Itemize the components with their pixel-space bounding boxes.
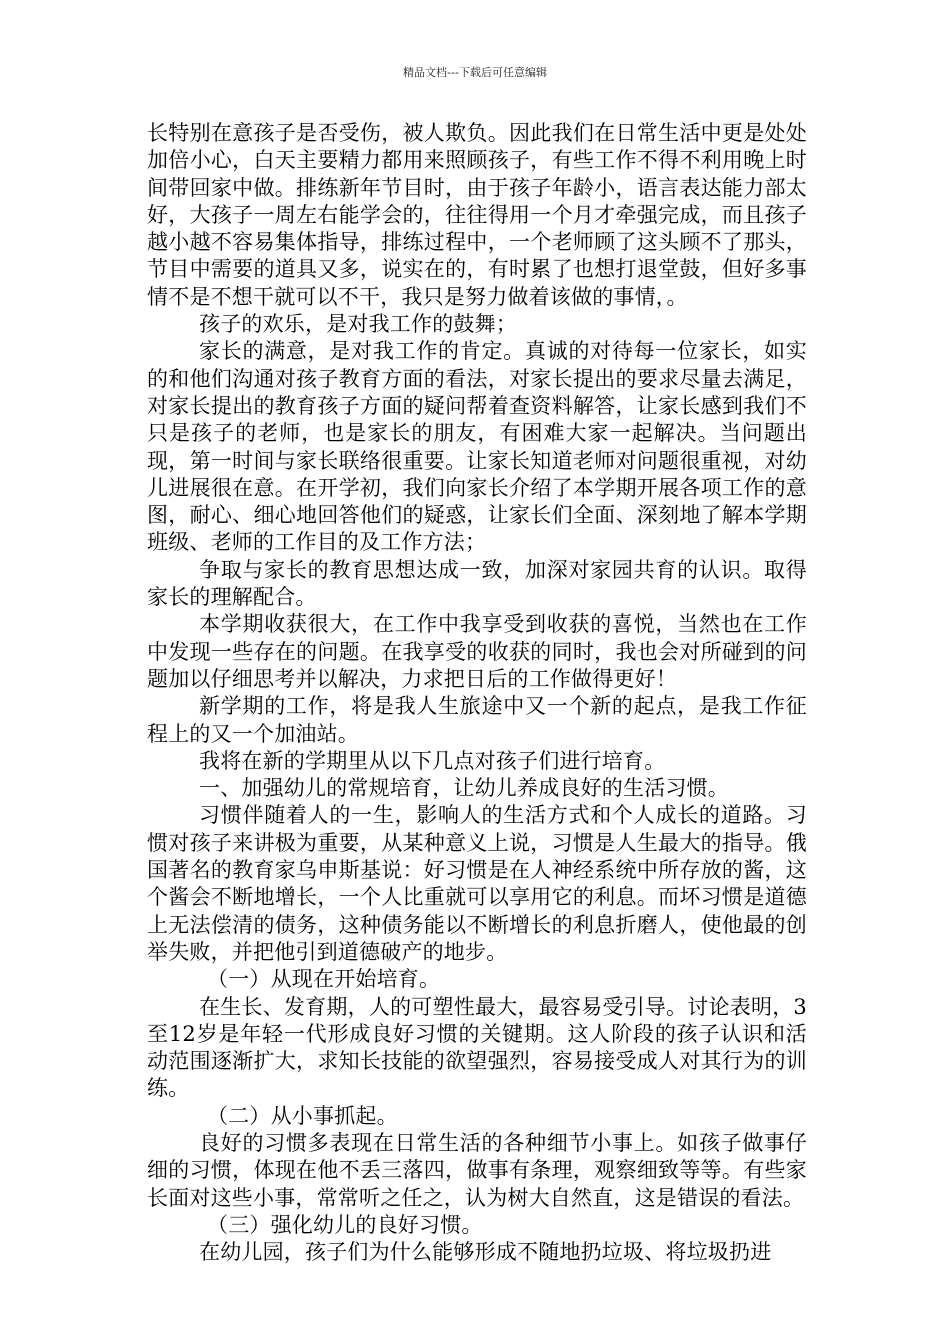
paragraph: 习惯伴随着人的一生，影响人的生活方式和个人成长的道路。习惯对孩子来讲极为重要，从某种意义上说，习惯是人生最大的指导。俄国著名的教育家乌申斯基说：好习惯是在人神经系统中所存放的酱，这个酱会不断地增长，一个人比重就可以享用它的利息。而坏习惯是道德上无法偿清的债务，这种债务能以不断增长的利息折磨人，使他最的创举失败，并把他引到道德破产的地步。 [147, 803, 807, 964]
paragraph: 孩子的欢乐，是对我工作的鼓舞； [199, 312, 517, 337]
paragraph: 在幼儿园，孩子们为什么能够形成不随地扔垃圾、将垃圾扔进 [199, 1240, 772, 1265]
subsection-heading: （二）从小事抓起。 [207, 1103, 398, 1128]
subsection-heading: （一）从现在开始培育。 [207, 967, 441, 992]
paragraph: 新学期的工作，将是我人生旅途中又一个新的起点，是我工作征程上的又一个加油站。 [147, 694, 807, 746]
section-heading: 一、加强幼儿的常规培育，让幼儿养成良好的生活习惯。 [199, 776, 729, 801]
paragraph: 争取与家长的教育思想达成一致，加深对家园共育的认识。取得家长的理解配合。 [147, 557, 807, 610]
page-header: 精品文档---下载后可任意编辑 [403, 66, 547, 79]
paragraph: 在生长、发育期，人的可塑性最大，最容易受引导。讨论表明，3至12岁是年轻一代形成良好习惯的关键期。这人阶段的孩子认识和活动范围逐渐扩大，求知长技能的欲望强烈，容易接受成人对其行为的训练。 [147, 994, 807, 1101]
paragraph: 我将在新的学期里从以下几点对孩子们进行培育。 [199, 748, 666, 773]
paragraph-continued: 长特别在意孩子是否受伤，被人欺负。因此我们在日常生活中更是处处加倍小心，白天主要精力都用来照顾孩子，有些工作不得不利用晚上时间带回家中做。排练新年节目时，由于孩子年龄小，语言表达能力部太好，大孩子一周左右能学会的，往往得用一个月才牵强完成，而且孩子越小越不容易集体指导，排练过程中，一个老师顾了这头顾不了那头，节目中需要的道具又多，说实在的，有时累了也想打退堂鼓，但好多事情不是不想干就可以不干，我只是努力做着该做的事情，。 [147, 121, 807, 309]
paragraph: 本学期收获很大，在工作中我享受到收获的喜悦，当然也在工作中发现一些存在的问题。在我享受的收获的同时，我也会对所碰到的问题加以仔细思考并以解决，力求把日后的工作做得更好！ [147, 612, 807, 691]
subsection-heading: （三）强化幼儿的良好习惯。 [207, 1212, 483, 1237]
paragraph: 良好的习惯多表现在日常生活的各种细节小事上。如孩子做事仔细的习惯，体现在他不丢三落四，做事有条理，观察细致等等。有些家长面对这些小事，常常听之任之，认为树大自然直，这是错误的看法。 [147, 1130, 807, 1210]
paragraph: 家长的满意，是对我工作的肯定。真诚的对待每一位家长，如实的和他们沟通对孩子教育方面的看法，对家长提出的要求尽量去满足，对家长提出的教育孩子方面的疑问帮着查资料解答，让家长感到我们不只是孩子的老师，也是家长的朋友，有困难大家一起解决。当问题出现，第一时间与家长联络很重要。让家长知道老师对问题很重视，对幼儿进展很在意。在开学初，我们向家长介绍了本学期开展各项工作的意图，耐心、细心地回答他们的疑惑，让家长们全面、深刻地了解本学期班级、老师的工作目的及工作方法； [147, 339, 807, 555]
document-body [147, 120, 807, 1266]
